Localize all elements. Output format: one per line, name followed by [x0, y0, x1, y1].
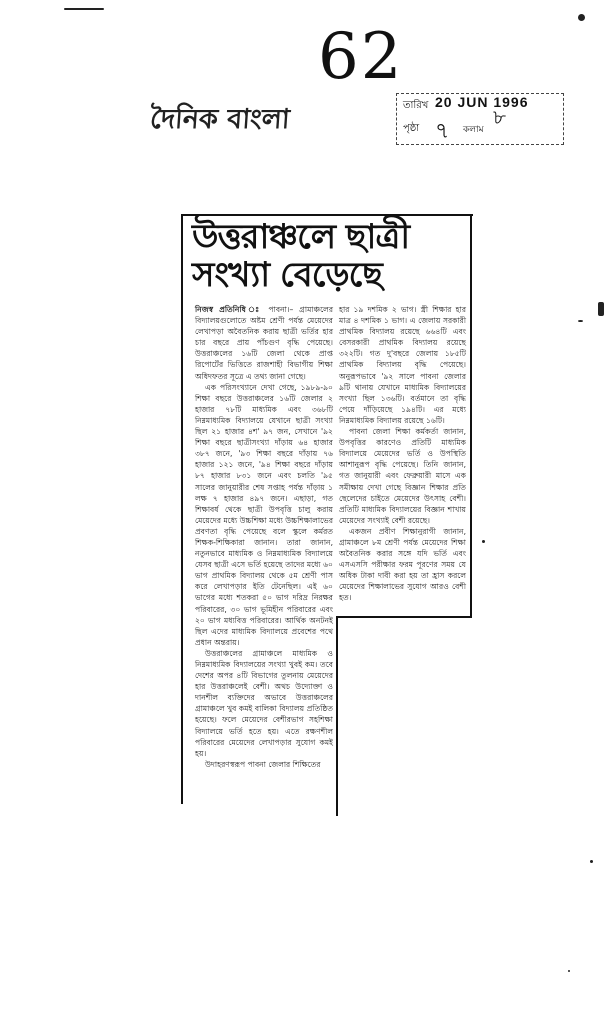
- article-paragraph: পাবনা জেলা শিক্ষা কর্মকর্তা জানান, উপবৃত্তির কারণেও প্রতিটি মাধ্যমিক বিদ্যালয়ে মেয়েদের ভর্তি ও উপস্থিতি আশানুরূপ বৃদ্ধি পেয়েছে। তিনি জানান, গত জানুয়ারী এবং ফেব্রুয়ারী মাসে এক সমীক্ষায় দেখা গেছে বিজ্ঞান শিক্ষার প্রতি ছেলেদের চাইতে মেয়েদের উৎসাহ বেশী। প্রতিটি মাধ্যমিক বিদ্যালয়ের বিজ্ঞান শাখায় মেয়েদের সংখ্যাই বেশী রয়েছে।: [339, 427, 466, 525]
- article-paragraph: এক পরিসংখ্যানে দেখা গেছে, ১৯৮৯-৯০ শিক্ষা বছরে উত্তরাঞ্চলের ১৬টি জেলার ২ হাজার ৭৮টি মাধ্যমিক এবং ৩৬৮টি নিম্নমাধ্যমিক বিদ্যালয়ে যেখানে ছাত্রী সংখ্যা ছিল ২১ হাজার ৪শ' ৯৭ জন, সেখানে '৯২ শিক্ষা বছরে ছাত্রীসংখ্যা দাঁড়ায় ৬৪ হাজার ৩৮৭ জনে, '৯৩ শিক্ষা বছরে দাঁড়ায় ৭৬ হাজার ১২১ জনে, '৯৪ শিক্ষা বছরে দাঁড়ায় ৮৭ হাজার ৮৩১ জনে এবং চলতি '৯৫ সালের জানুয়ারীর শেষ সপ্তাহ পর্যন্ত দাঁড়ায় ১ লক্ষ ৭ হাজার ৪৯৭ জনে। এছাড়া, গত শিক্ষাবর্ষ থেকে ছাত্রী উপবৃত্তি চালু করায় মেয়েদের মধ্যে উচ্চশিক্ষা মধ্যে উচ্চশিক্ষালাভের প্রবণতা বৃদ্ধি পেয়েছে বলে স্কুলে কর্মরত শিক্ষক-শিক্ষিকারা জানান। তারা জানান, নতুনভাবে মাধ্যমিক ও নিম্নমাধ্যমিক বিদ্যালয়ে যেসব ছাত্রী এসে ভর্তি হয়েছে তাদের মধ্যে ৬০ ভাগ প্রাথমিক বিদ্যালয় থেকে ৫ম শ্রেণী পাস করে লেখাপড়ার ইতি টেনেছিল। এই ৬০ ভাগের মধ্যে শতকরা ৫০ ভাগ দরিদ্র নিরক্ষর পরিবারের, ৩০ ভাগ ভূমিহীন পরিবারের এবং ২০ ভাগ মধ্যবিত্ত পরিবারের। আর্থিক অনটনই ছিল এদের মাধ্যমিক বিদ্যালয়ে প্রবেশের পথে প্রধান অন্তরায়।: [195, 382, 333, 647]
- scan-speck: [578, 320, 583, 322]
- headline-line-1: উত্তরাঞ্চলে ছাত্রী: [192, 217, 410, 257]
- article-paragraph: হার ১৯ দশমিক ২ ভাগ। স্ত্রী শিক্ষার হার মাত্র ৪ দশমিক ১ ভাগ। এ জেলায় সরকারী প্রাথমিক বিদ্যালয় রয়েছে ৬৬৪টি এবং বেসরকারী প্রাথমিক বিদ্যালয় রয়েছে ৩২২টি। গত দু'বছরে জেলায় ১৮৫টি প্রাথমিক বিদ্যালয় বৃদ্ধি পেয়েছে। অনুরূপভাবে '৯২ সালে পাবনা জেলার ৯টি থানায় যেখানে মাধ্যমিক বিদ্যালয়ের সংখ্যা ছিল ১৩৬টি। বর্তমানে তা বৃদ্ধি পেয়ে দাঁড়িয়েছে ১৯৪টি। এর মধ্যে নিম্নমাধ্যমিক বিদ্যালয় রয়েছে ১৬টি।: [339, 305, 466, 425]
- clipping-border-left: [181, 214, 183, 804]
- date-stamp: [396, 93, 564, 145]
- article-paragraph: উত্তরাঞ্চলের গ্রামাঞ্চলে মাধ্যমিক ও নিম্নমাধ্যমিক বিদ্যালয়ের সংখ্যা খুবই কম। তবে দেশের অপর ৪টি বিভাগের তুলনায় মেয়েদের হার উত্তরাঞ্চলেই বেশী। অথচ উদ্যোক্তা ও দানশীল ব্যক্তিদের অভাবে উত্তরাঞ্চলের গ্রামাঞ্চলে খুব কমই বালিকা বিদ্যালয় প্রতিষ্ঠিত হয়েছে। ফলে মেয়েদের বেশীরভাগ সহশিক্ষা বিদ্যালয়ে ভর্তি হতে হয়। এতে রক্ষণশীল পরিবারের মেয়েদের লেখাপড়ার সুযোগ কমই হয়।: [195, 648, 333, 758]
- date-label: তারিখ: [403, 100, 429, 111]
- page-label: পৃষ্ঠা: [403, 123, 420, 134]
- column-label: কলাম: [463, 125, 484, 135]
- scan-speck: [590, 860, 593, 863]
- scan-speck: [482, 540, 485, 543]
- newspaper-name: দৈনিক বাংলা: [148, 104, 291, 135]
- article-column-left: [195, 304, 333, 810]
- stamp-date: 20 JUN 1996: [435, 94, 529, 110]
- article-paragraph: উদাহরণস্বরূপ পাবনা জেলার শিক্ষিতের: [205, 759, 321, 769]
- clipping-border-step: [336, 616, 472, 618]
- scan-speck: [568, 970, 570, 972]
- scan-speck: [598, 302, 604, 316]
- article-paragraph: [195, 304, 333, 382]
- article-column-right: [339, 304, 466, 614]
- scan-speck: [64, 8, 104, 10]
- article-paragraph: একজন প্রবীণ শিক্ষানুরাগী জানান, গ্রামাঞ্চলে ৮ম শ্রেণী পর্যন্ত মেয়েদের শিক্ষা অবৈতনিক করার সঙ্গে যদি ভর্তি এবং এসএসসি পরীক্ষার ফরম পূরণের সময় যে অধিক টাকা দাবী করা হয় তা হ্রাস করলে মেয়েদের শিক্ষালাভের সুযোগ আরও বেশী হত।: [339, 526, 466, 603]
- stamp-column: ৮: [493, 105, 506, 129]
- scan-speck: [578, 14, 585, 21]
- byline: নিজস্ব প্রতিনিধি ঃ: [195, 305, 263, 314]
- headline-line-2: সংখ্যা বেড়েছে: [192, 255, 382, 295]
- handwritten-page-number: 62: [318, 20, 404, 94]
- clipping-border-top: [181, 214, 473, 216]
- paragraph-text: পাবনা।– গ্রামাঞ্চলের বিদ্যালয়গুলোতে অষ্টম শ্রেণী পর্যন্ত মেয়েদের লেখাপড়া অবৈতনিক করায় ছাত্রী ভর্তির হার চার বছরে প্রায় পাঁচগুণ বৃদ্ধি পেয়েছে। উত্তরাঞ্চলের ১৬টি জেলা থেকে প্রাপ্ত রিপোর্টের ভিত্তিতে রাজশাহী বিভাগীয় শিক্ষা অধিদফতর সূত্রে এ তথ্য জানা গেছে।: [195, 305, 334, 381]
- stamp-page: ৭: [435, 119, 450, 144]
- clipping-border-inner: [336, 616, 338, 816]
